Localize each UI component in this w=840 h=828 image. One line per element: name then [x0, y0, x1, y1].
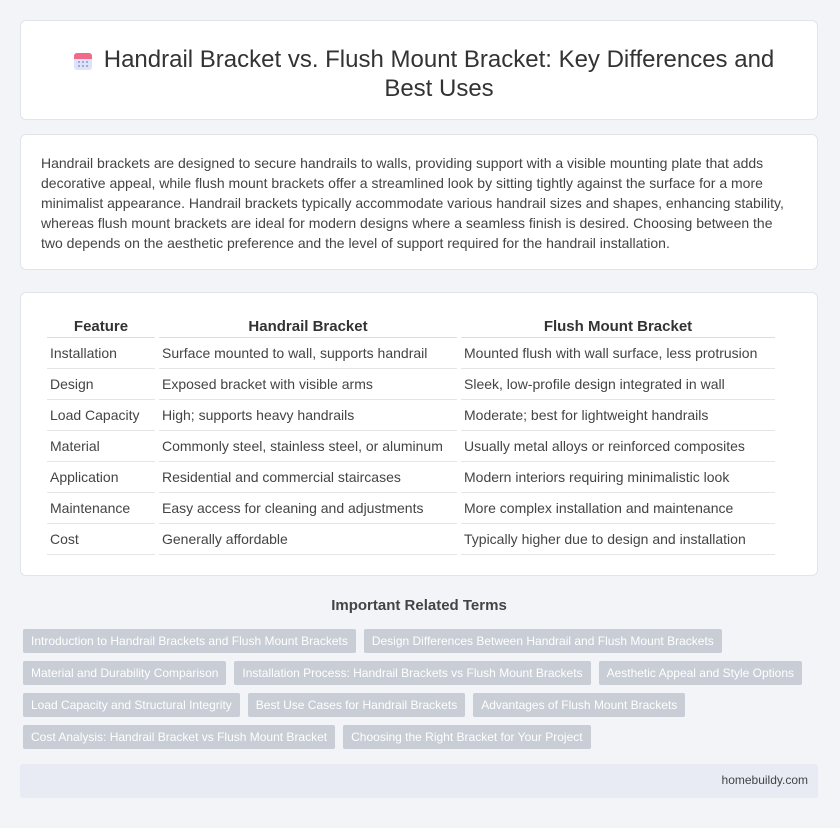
- related-term-tag[interactable]: Best Use Cases for Handrail Brackets: [248, 693, 465, 717]
- related-term-tag[interactable]: Advantages of Flush Mount Brackets: [473, 693, 685, 717]
- table-row: [47, 462, 775, 493]
- page-title: Handrail Bracket vs. Flush Mount Bracket: Key Differences and Best Uses: [103, 46, 775, 102]
- table-cell: Material: [47, 431, 155, 462]
- column-header: Handrail Bracket: [159, 315, 457, 338]
- table-cell: Installation: [47, 338, 155, 369]
- table-cell: Moderate; best for lightweight handrails: [461, 400, 775, 431]
- table-cell: Modern interiors requiring minimalistic look: [461, 462, 775, 493]
- table-row: [47, 524, 775, 555]
- related-term-tag[interactable]: Choosing the Right Bracket for Your Project: [343, 725, 590, 749]
- title-card: [20, 20, 818, 120]
- table-cell: Application: [47, 462, 155, 493]
- related-term-tag[interactable]: Aesthetic Appeal and Style Options: [599, 661, 802, 685]
- table-row: [47, 493, 775, 524]
- table-cell: Cost: [47, 524, 155, 555]
- table-cell: Surface mounted to wall, supports handrail: [159, 338, 457, 369]
- intro-paragraph: Handrail brackets are designed to secure handrails to walls, providing support with a visible mounting plate that adds decorative appeal, while flush mount brackets offer a streamlined look by sitting tightly against the surface for a more minimalist appearance. Handrail brackets typically accommodate various handrail sizes and shapes, enhancing stability, whereas flush mount brackets are ideal for modern designs where a seamless finish is desired. Choosing between the two depends on the aesthetic preference and the level of support required for the handrail installation.: [41, 155, 784, 251]
- table-cell: Commonly steel, stainless steel, or aluminum: [159, 431, 457, 462]
- table-row: [47, 431, 775, 462]
- comparison-table: [43, 315, 779, 555]
- related-term-tag[interactable]: Load Capacity and Structural Integrity: [23, 693, 240, 717]
- column-header: Flush Mount Bracket: [461, 315, 775, 338]
- table-cell: High; supports heavy handrails: [159, 400, 457, 431]
- footer-site: homebuildy.com: [721, 773, 808, 787]
- footer: [20, 764, 818, 798]
- table-cell: Easy access for cleaning and adjustments: [159, 493, 457, 524]
- comparison-card: [20, 292, 818, 576]
- column-header: Feature: [47, 315, 155, 338]
- table-header-row: [47, 315, 775, 338]
- table-row: [47, 369, 775, 400]
- related-terms-list: [23, 629, 813, 757]
- table-cell: Typically higher due to design and installation: [461, 524, 775, 555]
- related-term-tag[interactable]: Design Differences Between Handrail and Flush Mount Brackets: [364, 629, 722, 653]
- table-cell: Exposed bracket with visible arms: [159, 369, 457, 400]
- table-row: [47, 400, 775, 431]
- table-cell: Design: [47, 369, 155, 400]
- related-term-tag[interactable]: Installation Process: Handrail Brackets vs Flush Mount Brackets: [234, 661, 590, 685]
- table-cell: Sleek, low-profile design integrated in wall: [461, 369, 775, 400]
- table-cell: Usually metal alloys or reinforced composites: [461, 431, 775, 462]
- table-cell: Load Capacity: [47, 400, 155, 431]
- related-term-tag[interactable]: Material and Durability Comparison: [23, 661, 226, 685]
- table-cell: More complex installation and maintenance: [461, 493, 775, 524]
- intro-card: [20, 134, 818, 270]
- table-cell: Mounted flush with wall surface, less protrusion: [461, 338, 775, 369]
- table-cell: Maintenance: [47, 493, 155, 524]
- table-row: [47, 338, 775, 369]
- table-cell: Residential and commercial staircases: [159, 462, 457, 493]
- related-terms-title: Important Related Terms: [331, 597, 507, 614]
- table-cell: Generally affordable: [159, 524, 457, 555]
- related-term-tag[interactable]: Introduction to Handrail Brackets and Flush Mount Brackets: [23, 629, 356, 653]
- related-term-tag[interactable]: Cost Analysis: Handrail Bracket vs Flush Mount Bracket: [23, 725, 335, 749]
